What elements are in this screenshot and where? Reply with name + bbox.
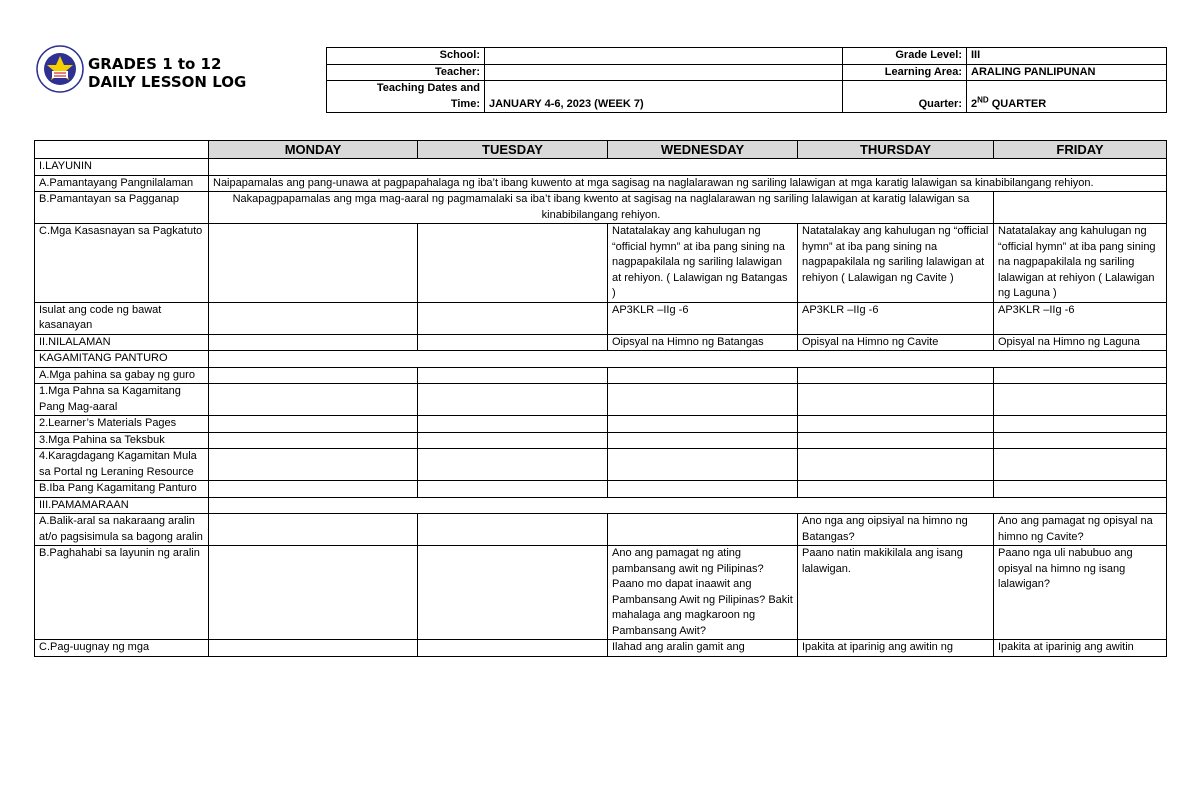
table-row: [35, 302, 1167, 334]
empty-cell: [418, 384, 608, 416]
school-label: School:: [327, 48, 485, 65]
empty-cell: [994, 192, 1167, 224]
row-label-teksbuk: 3.Mga Pahina sa Teksbuk: [35, 432, 209, 449]
table-row: [35, 481, 1167, 498]
quarter-value: [967, 81, 1167, 113]
empty-cell: [418, 546, 608, 640]
empty-cell: [994, 384, 1167, 416]
day-header-monday: MONDAY: [209, 141, 418, 159]
kasanayan-thursday: Natatalakay ang kahulugan ng “official hymn” at iba pang sining na nagpapakilala ng sariling lalawigan at rehiyon ( Lalawigan ng Cavite ): [798, 224, 994, 303]
row-label-gabay: A.Mga pahina sa gabay ng guro: [35, 367, 209, 384]
section-label-layunin: I.LAYUNIN: [35, 159, 209, 176]
empty-cell: [418, 367, 608, 384]
empty-cell: [608, 384, 798, 416]
empty-cell: [994, 449, 1167, 481]
empty-cell: [994, 367, 1167, 384]
code-friday: AP3KLR –IIg -6: [994, 302, 1167, 334]
teaching-dates-label-line-2: Time:: [450, 97, 480, 110]
table-row: [35, 192, 1167, 224]
row-label-iba-pang-kagamitan: B.Iba Pang Kagamitang Panturo: [35, 481, 209, 498]
header-table: [326, 47, 1167, 113]
grade-level-value: III: [967, 48, 1167, 65]
empty-cell: [418, 334, 608, 351]
table-row: [35, 159, 1167, 176]
empty-cell: [608, 449, 798, 481]
empty-cell: [994, 416, 1167, 433]
row-label-pamantayan-pagganap: B.Pamantayan sa Pagganap: [35, 192, 209, 224]
empty-cell: [418, 416, 608, 433]
empty-cell: [608, 432, 798, 449]
empty-cell: [798, 449, 994, 481]
quarter-number: 2: [971, 97, 978, 110]
table-row: [35, 640, 1167, 657]
table-row: [35, 546, 1167, 640]
row-label-karagdagang-kagamitan: 4.Karagdagang Kagamitan Mula sa Portal ng Leraning Resource: [35, 449, 209, 481]
table-row: [35, 351, 1167, 368]
deped-seal-icon: [36, 45, 84, 93]
table-row: [35, 384, 1167, 416]
table-row: [35, 497, 1167, 514]
section-label-pamamaraan: III.PAMAMARAAN: [35, 497, 209, 514]
pag-uugnay-friday: Ipakita at iparinig ang awitin: [994, 640, 1167, 657]
row-label-pamantayang-pangnilalaman: A.Pamantayang Pangnilalaman: [35, 175, 209, 192]
paghahabi-thursday: Paano natin makikilala ang isang lalawigan.: [798, 546, 994, 640]
empty-cell: [798, 416, 994, 433]
empty-cell: [209, 432, 418, 449]
empty-cell: [209, 497, 1167, 514]
teaching-dates-value: JANUARY 4-6, 2023 (WEEK 7): [485, 81, 843, 113]
teacher-label: Teacher:: [327, 64, 485, 81]
grade-level-label: Grade Level:: [843, 48, 967, 65]
quarter-text: QUARTER: [988, 97, 1047, 110]
days-header-row: [35, 141, 1167, 159]
nilalaman-thursday: Opisyal na Himno ng Cavite: [798, 334, 994, 351]
row-label-balik-aral: A.Balik-aral sa nakaraang aralin at/o pagsisimula sa bagong aralin: [35, 514, 209, 546]
empty-cell: [418, 640, 608, 657]
empty-cell: [209, 416, 418, 433]
table-row: [35, 432, 1167, 449]
code-thursday: AP3KLR –IIg -6: [798, 302, 994, 334]
day-header-tuesday: TUESDAY: [418, 141, 608, 159]
title-line-2: DAILY LESSON LOG: [88, 73, 247, 91]
row-label-learners-materials: 2.Learner’s Materials Pages: [35, 416, 209, 433]
kasanayan-wednesday: Natatalakay ang kahulugan ng “official hymn” at iba pang sining na nagpapakilala ng sariling lalawigan at rehiyon. ( Lalawigan ng Batangas ): [608, 224, 798, 303]
table-row: [35, 367, 1167, 384]
empty-cell: [608, 481, 798, 498]
section-label-kagamitan: KAGAMITANG PANTURO: [35, 351, 209, 368]
paghahabi-wednesday: Ano ang pamagat ng ating pambansang awit ng Pilipinas? Paano mo dapat inaawit ang Pambansang Awit ng Pilipinas? Bakit mahalaga ang magkaroon ng Pambansang Awit?: [608, 546, 798, 640]
empty-cell: [209, 224, 418, 303]
empty-cell: [994, 481, 1167, 498]
quarter-label: Quarter:: [843, 81, 967, 113]
table-row: [35, 334, 1167, 351]
empty-cell: [209, 334, 418, 351]
nilalaman-friday: Opisyal na Himno ng Laguna: [994, 334, 1167, 351]
empty-cell: [418, 514, 608, 546]
pamantayang-pangnilalaman-text: Naipapamalas ang pang-unawa at pagpapahalaga ng iba’t ibang kuwento at mga sagisag na naglalarawan ng sariling lalawigan at mga karatig lalawigan sa kinabibilangang rehiyon.: [209, 175, 1167, 192]
table-row: [35, 224, 1167, 303]
page-title: [88, 55, 246, 91]
empty-cell: [209, 367, 418, 384]
row-label-code: Isulat ang code ng bawat kasanayan: [35, 302, 209, 334]
nilalaman-wednesday: Oipsyal na Himno ng Batangas: [608, 334, 798, 351]
pag-uugnay-wednesday: Ilahad ang aralin gamit ang: [608, 640, 798, 657]
empty-cell: [209, 546, 418, 640]
row-label-paghahabi: B.Paghahabi sa layunin ng aralin: [35, 546, 209, 640]
empty-cell: [798, 384, 994, 416]
teacher-value: [485, 64, 843, 81]
empty-cell: [994, 432, 1167, 449]
empty-cell: [418, 481, 608, 498]
empty-cell: [418, 432, 608, 449]
day-header-wednesday: WEDNESDAY: [608, 141, 798, 159]
empty-cell: [209, 449, 418, 481]
pag-uugnay-thursday: Ipakita at iparinig ang awitin ng: [798, 640, 994, 657]
learning-area-value: ARALING PANLIPUNAN: [967, 64, 1167, 81]
teaching-dates-label: [327, 81, 485, 113]
section-label-nilalaman: II.NILALAMAN: [35, 334, 209, 351]
empty-cell: [608, 416, 798, 433]
day-header-friday: FRIDAY: [994, 141, 1167, 159]
school-value: [485, 48, 843, 65]
teaching-dates-label-line-1: Teaching Dates and: [376, 82, 480, 94]
table-row: [35, 175, 1167, 192]
learning-area-label: Learning Area:: [843, 64, 967, 81]
row-label-pag-uugnay: C.Pag-uugnay ng mga: [35, 640, 209, 657]
table-row: [35, 514, 1167, 546]
empty-cell: [608, 514, 798, 546]
empty-cell: [798, 481, 994, 498]
empty-cell: [418, 449, 608, 481]
corner-cell: [35, 141, 209, 159]
day-header-thursday: THURSDAY: [798, 141, 994, 159]
empty-cell: [209, 384, 418, 416]
quarter-ordinal: ND: [977, 94, 989, 104]
row-label-kagamitang-mag-aaral: 1.Mga Pahna sa Kagamitang Pang Mag-aaral: [35, 384, 209, 416]
empty-cell: [209, 351, 1167, 368]
empty-cell: [209, 514, 418, 546]
table-row: [35, 449, 1167, 481]
empty-cell: [418, 224, 608, 303]
empty-cell: [209, 481, 418, 498]
table-row: [35, 416, 1167, 433]
title-line-1: GRADES 1 to 12: [88, 55, 222, 73]
pamantayan-pagganap-text: Nakapagpapamalas ang mga mag-aaral ng pagmamalaki sa iba’t ibang kwento at sagisag na naglalarawan ng sariling lalawigan at karatig lalawigan sa kinabibilangang rehiyon.: [209, 192, 994, 224]
balik-aral-thursday: Ano nga ang oipsiyal na himno ng Batangas?: [798, 514, 994, 546]
kasanayan-friday: Natatalakay ang kahulugan ng “official hymn” at iba pang sining na nagpapakilala ng sariling lalawigan at rehiyon ( Lalawigan ng Laguna ): [994, 224, 1167, 303]
empty-cell: [209, 302, 418, 334]
code-wednesday: AP3KLR –IIg -6: [608, 302, 798, 334]
empty-cell: [798, 367, 994, 384]
empty-cell: [209, 159, 1167, 176]
balik-aral-friday: Ano ang pamagat ng opisyal na himno ng Cavite?: [994, 514, 1167, 546]
empty-cell: [418, 302, 608, 334]
empty-cell: [798, 432, 994, 449]
empty-cell: [209, 640, 418, 657]
paghahabi-friday: Paano nga uli nabubuo ang opisyal na himno ng isang lalawigan?: [994, 546, 1167, 640]
row-label-kasanayan: C.Mga Kasasnayan sa Pagkatuto: [35, 224, 209, 303]
empty-cell: [608, 367, 798, 384]
lesson-log-table: [34, 140, 1167, 657]
